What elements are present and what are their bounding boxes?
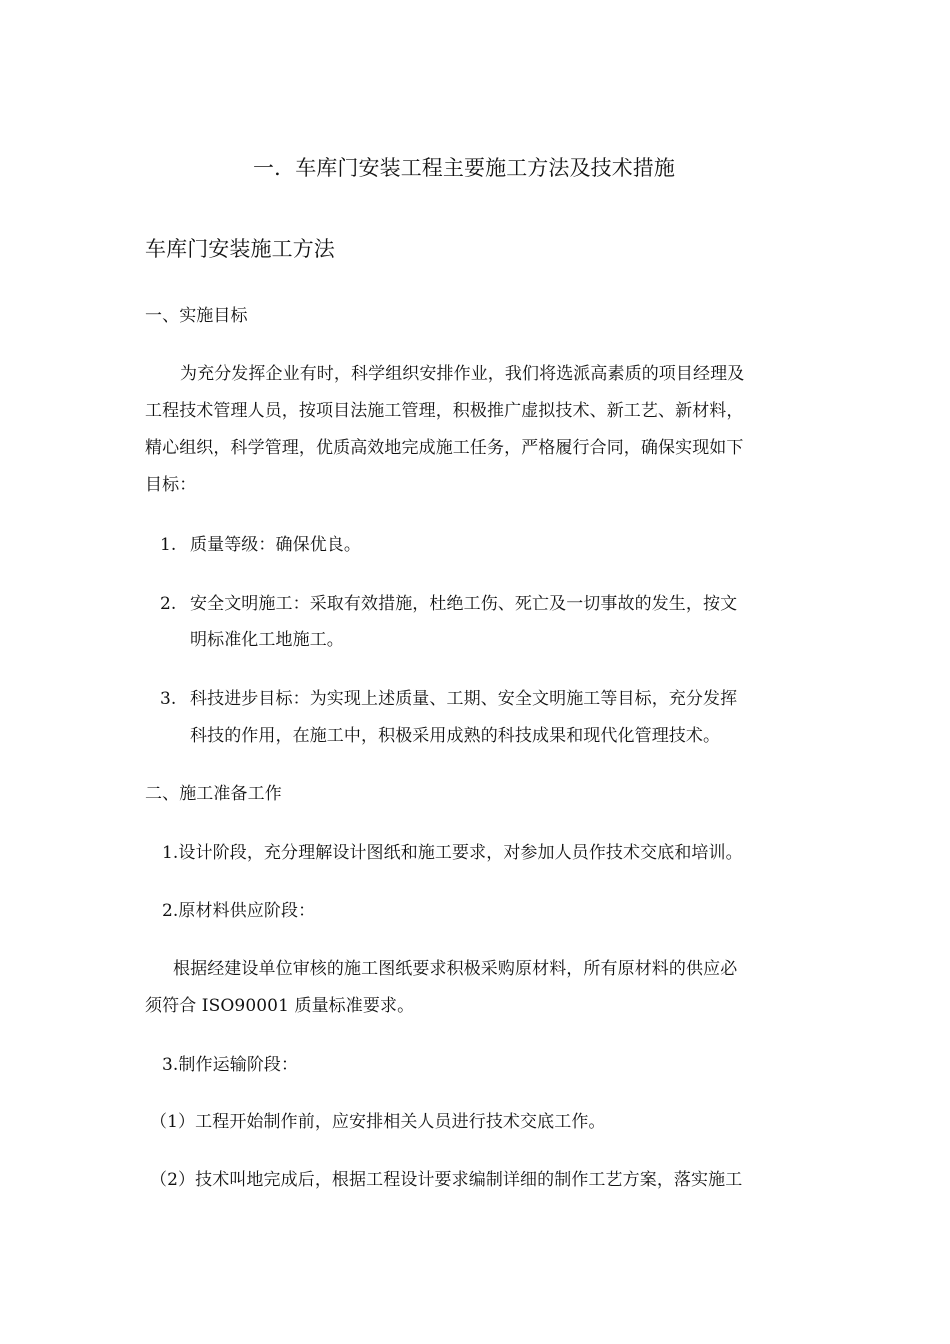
goal-item-1-number: 1. <box>160 535 177 555</box>
prep-item-1: 1.设计阶段，充分理解设计图纸和施工要求，对参加人员作技术交底和培训。 <box>162 843 743 863</box>
goal-item-2-text-line-1: 安全文明施工：采取有效措施，杜绝工伤、死亡及一切事故的发生，按文 <box>190 594 738 614</box>
goal-paragraph-line-1: 为充分发挥企业有时，科学组织安排作业，我们将选派高素质的项目经理及 <box>180 364 745 384</box>
heading-prep: 二、施工准备工作 <box>145 784 282 804</box>
goal-paragraph-line-4: 目标： <box>145 475 197 495</box>
goal-paragraph-line-3: 精心组织，科学管理，优质高效地完成施工任务，严格履行合同，确保实现如下 <box>145 438 744 458</box>
prep-item-3-sub-1: （1）工程开始制作前，应安排相关人员进行技术交底工作。 <box>150 1112 606 1132</box>
goal-paragraph-line-2: 工程技术管理人员，按项目法施工管理，积极推广虚拟技术、新工艺、新材料， <box>145 401 744 421</box>
section-title: 车库门安装施工方法 <box>145 237 335 261</box>
goal-item-3-text-line-1: 科技进步目标：为实现上述质量、工期、安全文明施工等目标，充分发挥 <box>190 689 738 709</box>
document-title: 一．车库门安装工程主要施工方法及技术措施 <box>253 156 675 180</box>
goal-item-3-text-line-2: 科技的作用，在施工中，积极采用成熟的科技成果和现代化管理技术。 <box>190 726 721 746</box>
goal-item-1-text: 质量等级：确保优良。 <box>190 535 361 555</box>
prep-item-3-sub-2: （2）技术叫地完成后，根据工程设计要求编制详细的制作工艺方案，落实施工 <box>150 1170 743 1190</box>
prep-item-3: 3.制作运输阶段： <box>162 1055 299 1075</box>
prep-item-2-line-2: 须符合 ISO90001 质量标准要求。 <box>145 996 415 1016</box>
prep-item-2: 2.原材料供应阶段： <box>162 901 316 921</box>
goal-item-2-text-line-2: 明标准化工地施工。 <box>190 630 344 650</box>
goal-item-3-number: 3. <box>160 689 177 709</box>
heading-goal: 一、实施目标 <box>145 306 248 326</box>
prep-item-2-line-1: 根据经建设单位审核的施工图纸要求积极采购原材料，所有原材料的供应必 <box>173 959 738 979</box>
goal-item-2-number: 2. <box>160 594 177 614</box>
